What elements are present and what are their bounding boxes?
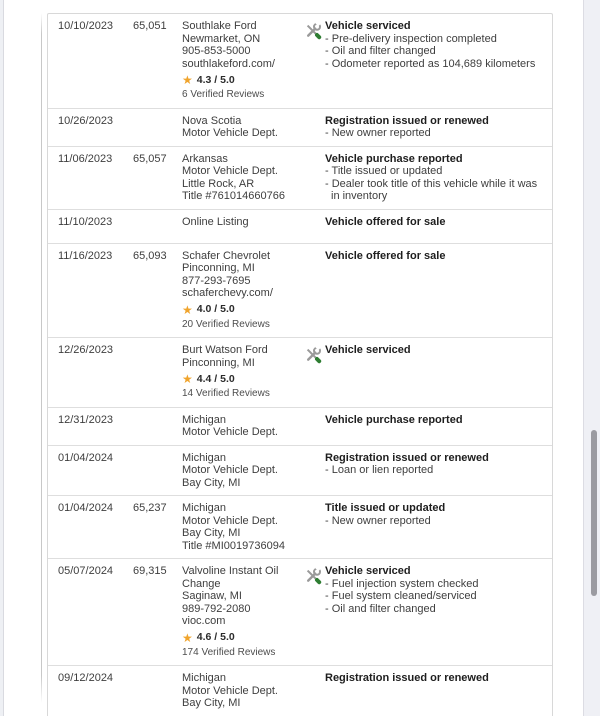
record-date: 11/16/2023 xyxy=(58,249,113,262)
record-title: Registration issued or renewed xyxy=(325,114,489,127)
record-row xyxy=(48,407,552,445)
verified-reviews: 14 Verified Reviews xyxy=(182,388,270,399)
record-odometer xyxy=(133,344,182,401)
star-rating xyxy=(182,73,301,87)
record-odometer: 65,237 xyxy=(133,502,167,514)
record-details xyxy=(325,165,546,203)
vehicle-serviced-icon xyxy=(303,345,323,365)
record-source xyxy=(182,250,301,332)
record-icon-cell xyxy=(301,502,325,552)
record-detail-item: - Loan or lien reported xyxy=(325,464,546,477)
record-date: 05/07/2024 xyxy=(58,565,114,577)
record-title: Vehicle purchase reported xyxy=(325,152,463,165)
record-detail-item: - Pre-delivery inspection completed xyxy=(325,33,546,46)
record-odometer xyxy=(133,672,182,716)
record-date: 11/10/2023 xyxy=(58,215,113,228)
record-comments xyxy=(325,452,552,490)
star-rating xyxy=(182,631,301,645)
record-icon-cell xyxy=(301,344,325,401)
record-date: 10/26/2023 xyxy=(58,114,114,127)
record-source xyxy=(182,452,301,490)
record-icon-cell xyxy=(301,153,325,203)
record-source xyxy=(182,115,301,140)
record-title: Registration issued or renewed xyxy=(325,672,489,684)
record-details xyxy=(325,33,546,71)
record-row xyxy=(48,665,552,716)
record-title: Registration issued or renewed xyxy=(325,451,489,464)
record-title: Vehicle serviced xyxy=(325,344,411,356)
star-rating xyxy=(182,303,301,317)
record-row xyxy=(48,337,552,407)
record-title: Title issued or updated xyxy=(325,502,446,514)
record-detail-item: - Fuel system cleaned/serviced xyxy=(325,590,546,603)
vehicle-serviced-icon xyxy=(303,21,323,41)
record-source-lines: Michigan Motor Vehicle Dept. Bay City, MI Title #MI0019736094 xyxy=(182,502,285,552)
record-detail-item: - Oil and filter changed xyxy=(325,603,546,616)
record-comments xyxy=(325,414,552,439)
star-icon: ★ xyxy=(182,302,193,317)
history-table xyxy=(47,13,553,716)
record-source xyxy=(182,20,301,102)
record-source xyxy=(182,414,301,439)
record-date: 12/31/2023 xyxy=(58,413,114,426)
record-title: Vehicle offered for sale xyxy=(325,215,446,228)
record-comments xyxy=(325,502,552,552)
record-source-lines: Arkansas Motor Vehicle Dept. Little Rock, AR Title #761014660766 xyxy=(182,152,285,202)
star-icon: ★ xyxy=(182,372,193,386)
record-row xyxy=(48,243,552,338)
record-icon-cell xyxy=(301,115,325,140)
record-row xyxy=(48,108,552,146)
record-row xyxy=(48,14,552,108)
record-source-lines: Valvoline Instant Oil Change Saginaw, MI 989-792-2080 vioc.com xyxy=(182,565,279,627)
record-date: 11/06/2023 xyxy=(58,152,113,165)
rating-value: 4.6 / 5.0 xyxy=(196,631,235,644)
star-rating xyxy=(182,372,301,386)
record-source xyxy=(182,565,301,659)
record-source-lines: Southlake Ford Newmarket, ON 905-853-5000 southlakeford.com/ xyxy=(182,20,275,70)
record-source-lines: Nova Scotia Motor Vehicle Dept. xyxy=(182,114,278,139)
record-comments xyxy=(325,20,552,102)
record-title: Vehicle purchase reported xyxy=(325,413,463,426)
record-details xyxy=(325,127,546,140)
scrollbar-thumb[interactable] xyxy=(591,430,597,596)
record-row xyxy=(48,495,552,558)
record-detail-item: - Oil and filter changed xyxy=(325,45,546,58)
record-comments xyxy=(325,565,552,659)
record-icon-cell xyxy=(301,672,325,716)
record-date: 09/12/2024 xyxy=(58,672,114,684)
record-source-lines: Online Listing xyxy=(182,215,249,228)
record-row xyxy=(48,209,552,243)
record-comments xyxy=(325,153,552,203)
record-odometer xyxy=(133,452,182,490)
record-details xyxy=(325,578,546,616)
scrollbar-track[interactable] xyxy=(583,0,600,716)
record-row xyxy=(48,146,552,209)
record-details xyxy=(325,515,546,528)
record-source xyxy=(182,153,301,203)
record-comments xyxy=(325,344,552,401)
record-icon-cell xyxy=(301,414,325,439)
record-odometer xyxy=(133,115,182,140)
record-source-lines: Schafer Chevrolet Pinconning, MI 877-293-7695 schaferchevy.com/ xyxy=(182,249,273,299)
record-title: Vehicle serviced xyxy=(325,20,411,32)
record-date: 10/10/2023 xyxy=(58,20,114,32)
record-odometer: 65,057 xyxy=(133,152,167,165)
record-icon-cell xyxy=(301,216,325,237)
record-source xyxy=(182,672,301,716)
record-odometer xyxy=(133,216,182,237)
rating-value: 4.3 / 5.0 xyxy=(196,73,235,86)
record-source xyxy=(182,502,301,552)
record-details xyxy=(325,464,546,477)
record-source-lines: Burt Watson Ford Pinconning, MI xyxy=(182,344,268,369)
star-icon: ★ xyxy=(182,630,193,645)
record-comments xyxy=(325,672,552,716)
rating-value: 4.0 / 5.0 xyxy=(196,303,235,316)
record-icon-cell xyxy=(301,452,325,490)
record-source-lines: Michigan Motor Vehicle Dept. Bay City, MI xyxy=(182,672,278,709)
page-left-strip xyxy=(0,0,4,716)
record-detail-item: - New owner reported xyxy=(325,515,546,528)
record-title: Vehicle offered for sale xyxy=(325,249,446,262)
record-source-lines: Michigan Motor Vehicle Dept. Bay City, MI xyxy=(182,451,278,489)
record-odometer: 65,093 xyxy=(133,249,167,262)
record-odometer: 65,051 xyxy=(133,20,167,32)
record-comments xyxy=(325,216,552,237)
star-icon: ★ xyxy=(182,73,193,87)
record-source-lines: Michigan Motor Vehicle Dept. xyxy=(182,413,278,438)
record-odometer: 69,315 xyxy=(133,565,167,577)
rating-value: 4.4 / 5.0 xyxy=(196,372,235,385)
record-detail-item: - Odometer reported as 104,689 kilometers xyxy=(325,58,546,71)
record-detail-item: - Fuel injection system checked xyxy=(325,578,546,591)
record-date: 01/04/2024 xyxy=(58,502,114,514)
verified-reviews: 174 Verified Reviews xyxy=(182,646,276,658)
record-row xyxy=(48,445,552,496)
record-date: 12/26/2023 xyxy=(58,344,114,356)
record-icon-cell xyxy=(301,20,325,102)
record-comments xyxy=(325,250,552,332)
section-vertical-rule xyxy=(41,13,42,703)
record-source xyxy=(182,216,301,237)
record-detail-item: - New owner reported xyxy=(325,127,546,140)
verified-reviews: 20 Verified Reviews xyxy=(182,318,270,330)
vehicle-serviced-icon xyxy=(303,566,323,586)
record-row xyxy=(48,558,552,665)
record-detail-item: - Dealer took title of this vehicle while it was in inventory xyxy=(325,178,546,203)
record-source xyxy=(182,344,301,401)
record-date: 01/04/2024 xyxy=(58,451,114,464)
record-odometer xyxy=(133,414,182,439)
record-detail-item: - Title issued or updated xyxy=(325,165,546,178)
record-title: Vehicle serviced xyxy=(325,565,411,577)
record-comments xyxy=(325,115,552,140)
verified-reviews: 6 Verified Reviews xyxy=(182,89,265,100)
record-icon-cell xyxy=(301,250,325,332)
record-icon-cell xyxy=(301,565,325,659)
